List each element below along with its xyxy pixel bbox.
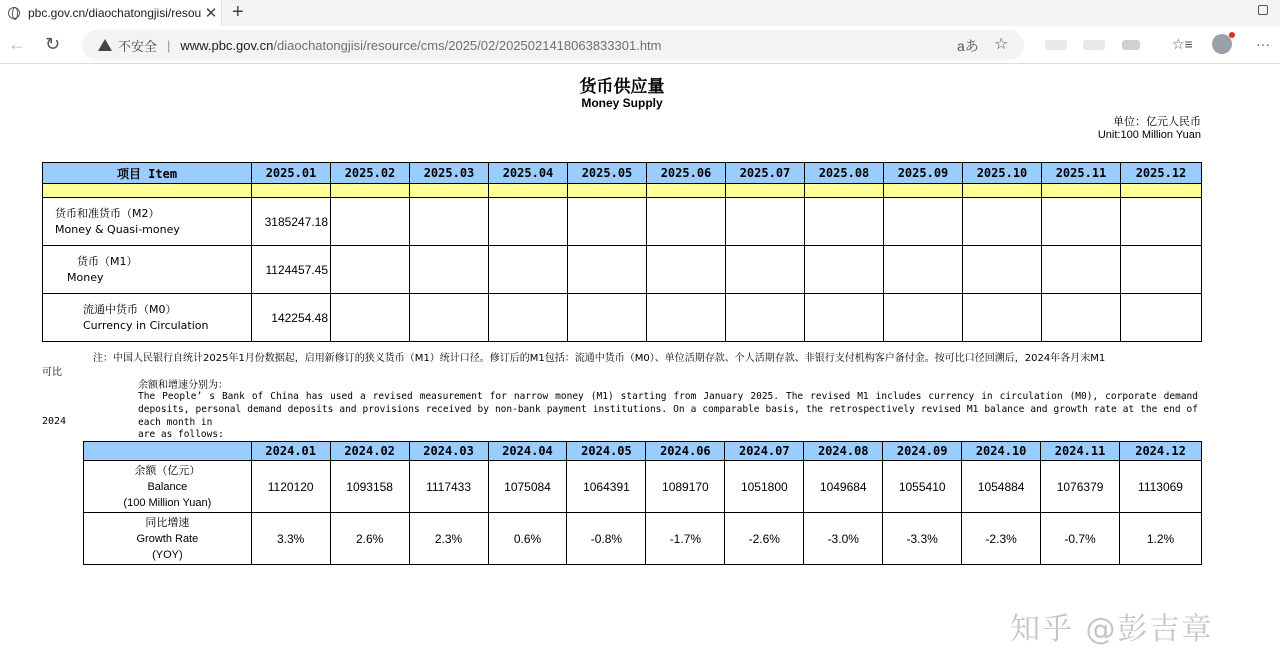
address-bar[interactable] xyxy=(82,30,1024,60)
table-row xyxy=(84,461,1202,513)
tab-title: pbc.gov.cn/diaochatongjisi/resou xyxy=(28,6,201,20)
browser-toolbar xyxy=(0,26,1280,64)
row-label-en: Money xyxy=(67,270,104,284)
row-label-cn: 同比增速 xyxy=(145,516,190,529)
table-row xyxy=(84,513,1202,565)
back-icon[interactable]: ← xyxy=(8,34,26,54)
reload-icon[interactable]: ↻ xyxy=(45,34,61,54)
unit-label-cn: 单位：亿元人民币 xyxy=(1113,115,1201,128)
header-cell: 2025.07 xyxy=(726,163,805,184)
table-cell: -3.0% xyxy=(804,513,883,565)
tab-bar xyxy=(0,0,1280,26)
header-cell: 2024.11 xyxy=(1041,442,1120,461)
header-cell: 2024.01 xyxy=(251,442,330,461)
url-path[interactable]: /diaochatongjisi/resource/cms/2025/02/2025021418063833301.htm xyxy=(273,37,662,53)
table-cell: 1113069 xyxy=(1120,461,1202,513)
table-cell: 1051800 xyxy=(725,461,804,513)
header-cell: 2025.12 xyxy=(1121,163,1202,184)
table-cell: 2.6% xyxy=(330,513,409,565)
note-line-2: 余额和增速分别为： xyxy=(138,380,228,391)
row-label-en-unit: (100 Million Yuan) xyxy=(123,496,212,509)
money-supply-table xyxy=(42,162,1202,342)
header-cell: 2025.06 xyxy=(647,163,726,184)
close-icon[interactable]: ✕ xyxy=(204,5,218,22)
url-host[interactable]: www.pbc.gov.cn xyxy=(180,37,274,53)
page-content xyxy=(0,64,1280,647)
table-header-row xyxy=(43,163,1202,184)
header-cell: 2025.03 xyxy=(410,163,489,184)
header-cell: 2025.10 xyxy=(963,163,1042,184)
row-label-en-unit: (YOY) xyxy=(152,548,183,561)
header-cell: 2024.06 xyxy=(646,442,725,461)
extension-icon[interactable] xyxy=(1045,40,1067,50)
page-title-cn: 货币供应量 xyxy=(579,77,665,97)
table-cell: 3185247.18 xyxy=(252,198,331,246)
row-label-en: Growth Rate xyxy=(136,532,199,545)
page-title-en: Money Supply xyxy=(581,96,663,110)
table-cell: -1.7% xyxy=(646,513,725,565)
watermark: 知乎 @彭吉章 xyxy=(1010,612,1214,647)
table-cell: 1.2% xyxy=(1120,513,1202,565)
row-label-en: Currency in Circulation xyxy=(83,318,209,332)
favorites-icon[interactable]: ☆≡ xyxy=(1172,36,1193,52)
header-cell: 2024.08 xyxy=(804,442,883,461)
address-separator: | xyxy=(167,37,171,53)
table-header-row xyxy=(84,442,1202,461)
globe-icon xyxy=(8,7,20,19)
table-cell: 142254.48 xyxy=(252,294,331,342)
table-cell: 1124457.45 xyxy=(252,246,331,294)
row-label xyxy=(84,513,252,565)
header-cell: 2024.09 xyxy=(883,442,962,461)
extension-icon[interactable] xyxy=(1083,40,1105,50)
read-aloud-icon[interactable]: aあ xyxy=(957,38,979,54)
header-cell: 2025.02 xyxy=(331,163,410,184)
table-cell: 1049684 xyxy=(804,461,883,513)
header-cell: 2024.04 xyxy=(488,442,567,461)
row-label xyxy=(43,294,252,342)
note-english: The People’ s Bank of China has used a revised measurement for narrow money (M1) starting from January 2025. The revised M1 includes currency in circulation (M0), corporate demand deposits, personal demand deposits and provisions received by non-bank payment institutions. On a comparable basis, the retrospectively revised M1 balance and growth rate at the end of each month in xyxy=(138,391,1198,428)
header-cell: 2025.09 xyxy=(884,163,963,184)
header-cell: 2025.01 xyxy=(252,163,331,184)
row-label-cn: 货币和准货币（M2） xyxy=(55,206,160,220)
table-cell: 1089170 xyxy=(646,461,725,513)
table-cell: 1117433 xyxy=(409,461,488,513)
header-cell: 2024.07 xyxy=(725,442,804,461)
header-cell: 2025.08 xyxy=(805,163,884,184)
row-label xyxy=(43,246,252,294)
table-cell: 2.3% xyxy=(409,513,488,565)
header-cell: 项目 Item xyxy=(43,163,252,184)
table-cell: -0.7% xyxy=(1041,513,1120,565)
header-cell: 2024.03 xyxy=(409,442,488,461)
note-as-follows: are as follows: xyxy=(138,429,224,440)
table-cell: 1093158 xyxy=(330,461,409,513)
row-label-cn: 货币（M1） xyxy=(77,254,138,268)
restore-window-icon[interactable] xyxy=(1258,5,1268,15)
table-cell: -2.3% xyxy=(962,513,1041,565)
note-line-1: 注：中国人民银行自统计2025年1月份数据起，启用新修订的狭义货币（M1）统计口径。修订后的M1包括：流通中货币（M0）、单位活期存款、个人活期存款、非银行支付机构客户备付金。按可比口径回溯后，2024年各月末M1 xyxy=(93,353,1106,364)
table-cell: -3.3% xyxy=(883,513,962,565)
header-cell: 2025.11 xyxy=(1042,163,1121,184)
row-label-cn: 余额（亿元） xyxy=(134,464,201,477)
new-tab-icon[interactable]: + xyxy=(232,1,244,23)
row-label xyxy=(84,461,252,513)
table-cell: 1120120 xyxy=(251,461,330,513)
table-cell: 1075084 xyxy=(488,461,567,513)
table-cell: 1076379 xyxy=(1041,461,1120,513)
table-row xyxy=(43,198,1202,246)
table-row xyxy=(43,294,1202,342)
table-cell: 1055410 xyxy=(883,461,962,513)
profile-avatar[interactable] xyxy=(1212,34,1232,54)
m1-2024-table xyxy=(83,441,1202,565)
favorite-icon[interactable]: ☆ xyxy=(994,36,1009,53)
unit-label-en: Unit:100 Million Yuan xyxy=(1097,129,1201,141)
row-label-en: Money & Quasi-money xyxy=(55,222,180,236)
table-row xyxy=(43,246,1202,294)
header-cell: 2024.02 xyxy=(330,442,409,461)
table-cell: 3.3% xyxy=(251,513,330,565)
browser-tab[interactable] xyxy=(0,0,222,26)
row-label xyxy=(43,198,252,246)
extension-icon[interactable] xyxy=(1122,40,1140,50)
header-cell: 2024.12 xyxy=(1120,442,1202,461)
warning-icon[interactable] xyxy=(98,39,112,51)
insecure-label[interactable]: 不安全 xyxy=(118,38,158,54)
note-side-text: 可比 xyxy=(42,367,62,378)
header-cell: 2024.10 xyxy=(962,442,1041,461)
row-label-cn: 流通中货币（M0） xyxy=(83,302,177,316)
header-cell: 2025.04 xyxy=(489,163,568,184)
table-cell: -2.6% xyxy=(725,513,804,565)
note-side-year: 2024 xyxy=(42,416,67,427)
header-cell: 2024.05 xyxy=(567,442,646,461)
table-cell: 1054884 xyxy=(962,461,1041,513)
table-cell: 1064391 xyxy=(567,461,646,513)
table-cell: -0.8% xyxy=(567,513,646,565)
table-cell: 0.6% xyxy=(488,513,567,565)
more-icon[interactable]: ··· xyxy=(1256,36,1270,52)
row-label-en: Balance xyxy=(147,480,188,493)
spacer-row xyxy=(43,184,1202,198)
header-cell xyxy=(84,442,252,461)
header-cell: 2025.05 xyxy=(568,163,647,184)
